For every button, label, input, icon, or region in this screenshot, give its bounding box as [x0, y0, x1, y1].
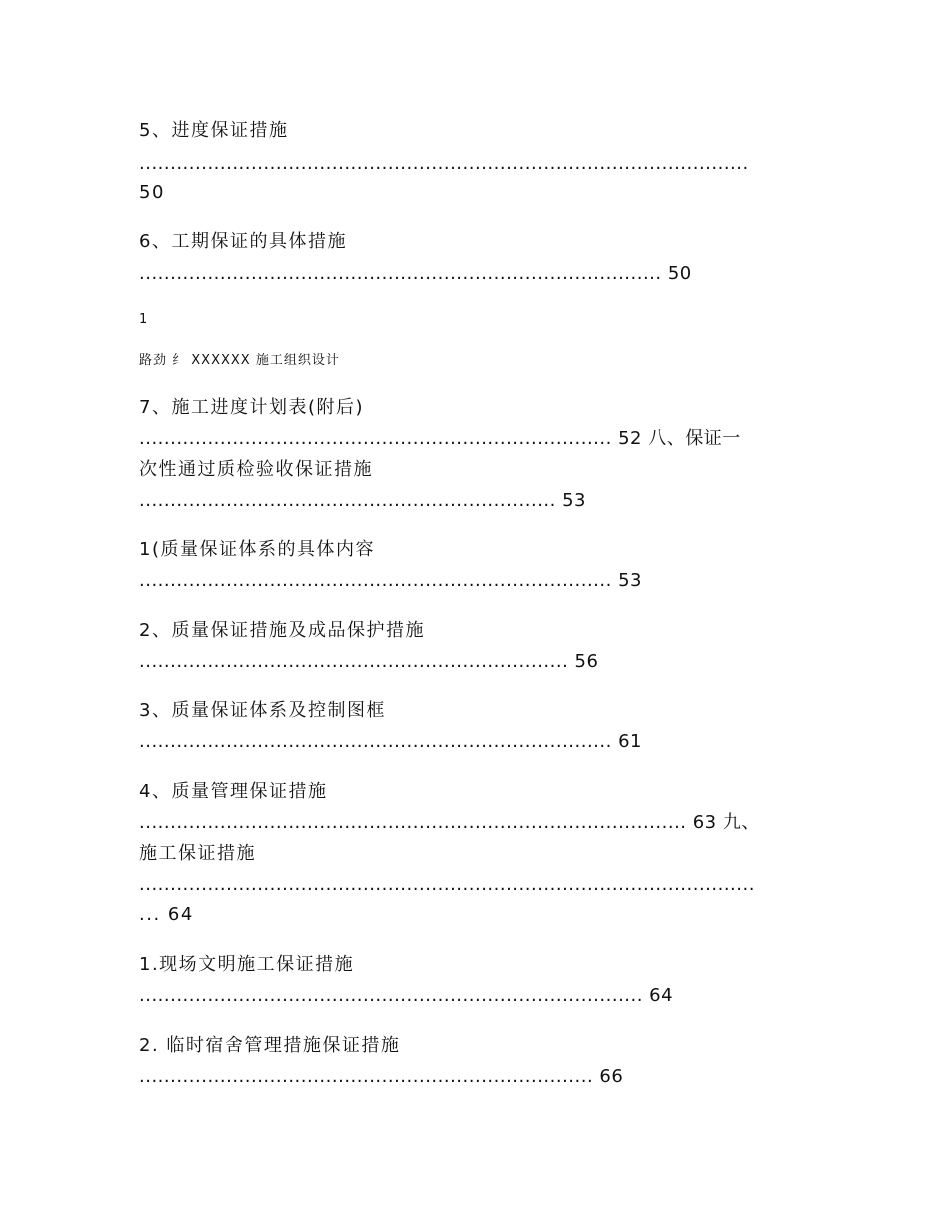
- toc-leader-9-2: ......................................................................... 66: [139, 1066, 624, 1087]
- toc-title-7: 7、施工进度计划表(附后): [139, 397, 364, 418]
- toc-leader-8: ................................................................... 53: [139, 490, 586, 511]
- page-number: 1: [139, 312, 149, 327]
- toc-title-6: 6、工期保证的具体措施: [139, 231, 347, 252]
- toc-title-5: 5、进度保证措施: [139, 120, 289, 141]
- toc-continuation-8: 次性通过质检验收保证措施: [139, 459, 373, 480]
- toc-leader-8-3: ............................................................................ 61: [139, 731, 642, 752]
- toc-leader-9: ...................................................................................................: [139, 874, 755, 895]
- running-header: 路劲 纟 XXXXXX 施工组织设计: [139, 353, 340, 368]
- toc-leader-7: ............................................................................ 52 八、保证一: [139, 428, 741, 449]
- toc-title-9-2: 2. 临时宿舍管理措施保证措施: [139, 1035, 401, 1056]
- toc-leader-8-1: ............................................................................ 53: [139, 570, 642, 591]
- toc-leader-8-4: ........................................................................................ 63 九、: [139, 812, 760, 833]
- toc-title-8-2: 2、质量保证措施及成品保护措施: [139, 620, 425, 641]
- toc-title-8-4: 4、质量管理保证措施: [139, 781, 328, 802]
- toc-leader-8-2: ..................................................................... 56: [139, 651, 599, 672]
- toc-leader-9-1: ................................................................................. 64: [139, 985, 674, 1006]
- toc-leader-5: ..................................................................................................: [139, 153, 749, 174]
- toc-leader-6: .................................................................................... 50: [139, 263, 692, 284]
- toc-page-5: 50: [139, 182, 165, 203]
- toc-continuation-9: 施工保证措施: [139, 843, 256, 864]
- toc-title-9-1: 1.现场文明施工保证措施: [139, 954, 355, 975]
- toc-title-8-1: 1(质量保证体系的具体内容: [139, 539, 375, 560]
- toc-title-8-3: 3、质量保证体系及控制图框: [139, 700, 386, 721]
- toc-page-9: ... 64: [139, 904, 194, 925]
